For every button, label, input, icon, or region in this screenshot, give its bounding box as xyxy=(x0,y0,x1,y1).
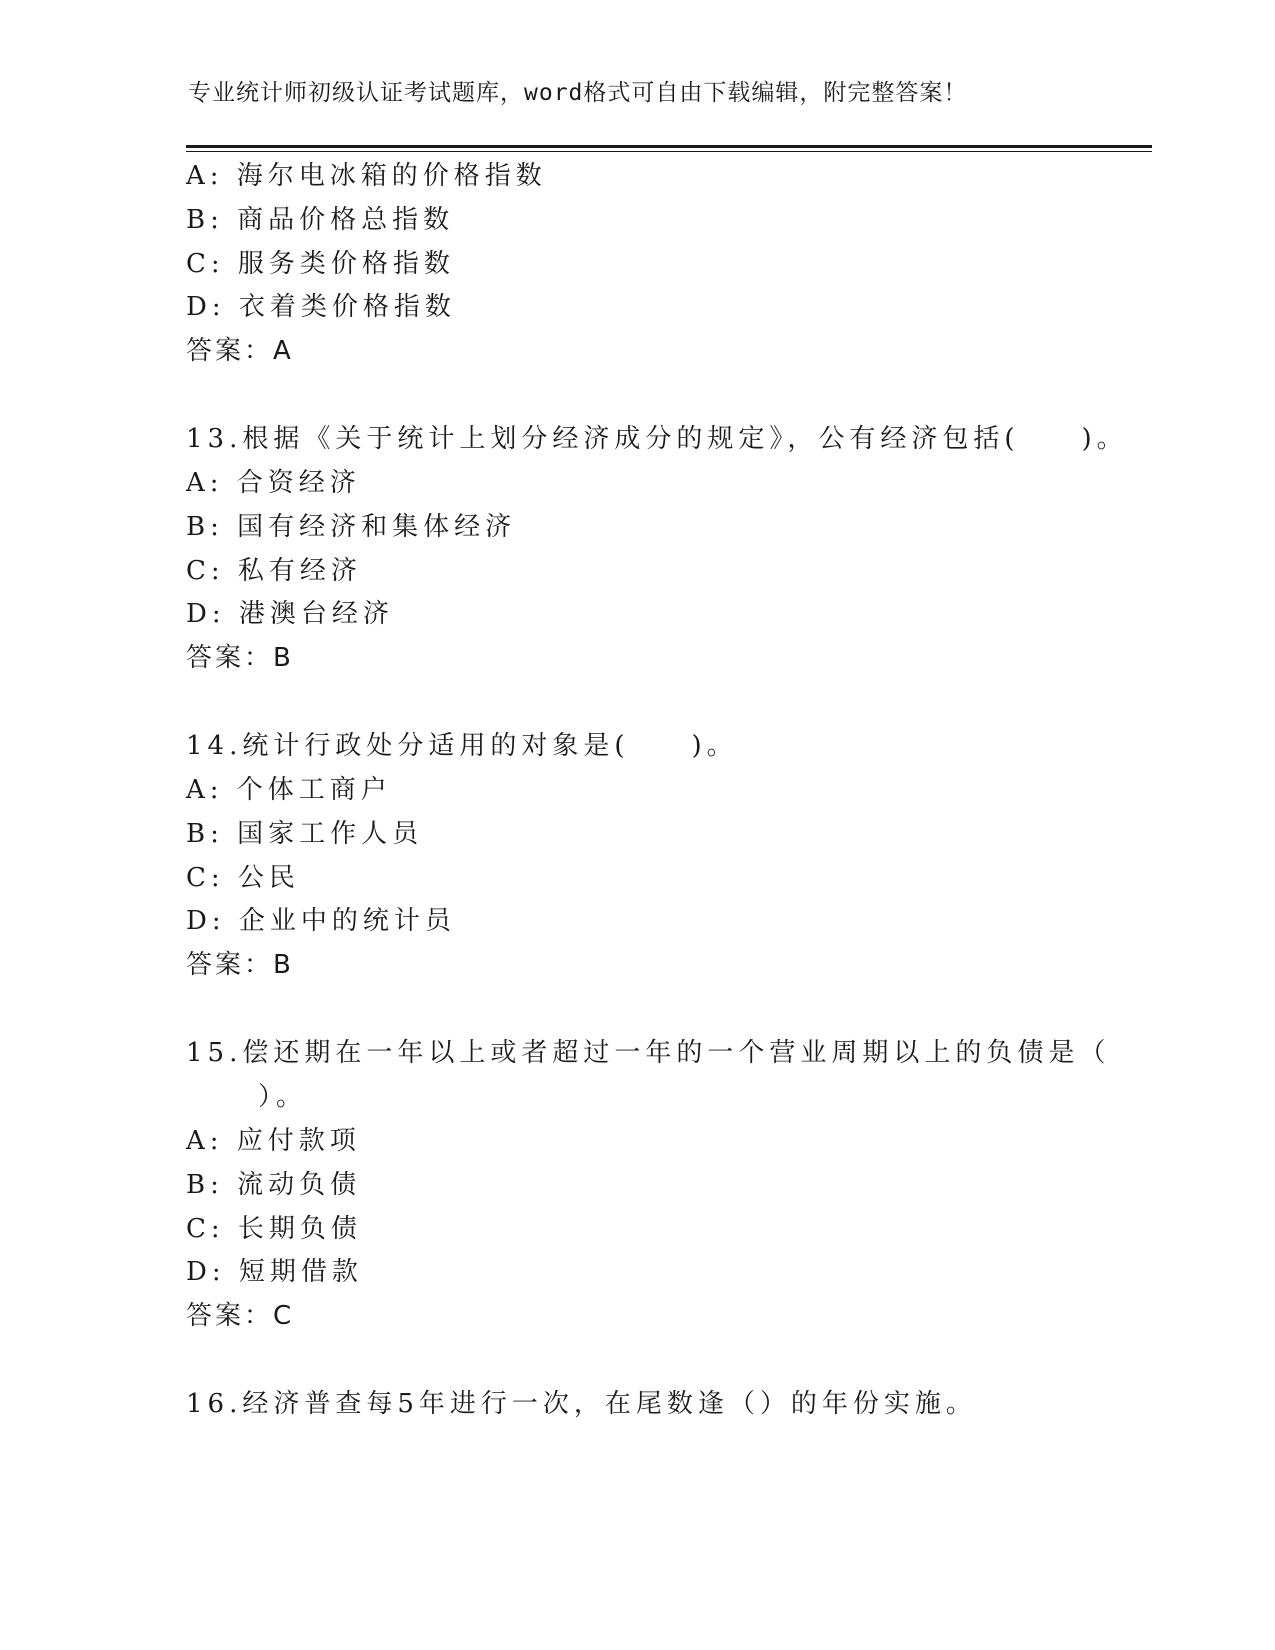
q15-option-a: A: 应付款项 xyxy=(186,1126,361,1156)
q15-question-line1: 15.偿还期在一年以上或者超过一年的一个营业周期以上的负债是（ xyxy=(186,1038,1111,1068)
q12-option-d: D: 衣着类价格指数 xyxy=(186,292,456,322)
q13-option-d: D: 港澳台经济 xyxy=(186,599,394,629)
q15-option-b: B: 流动负债 xyxy=(186,1170,362,1200)
q15-option-c: C: 长期负债 xyxy=(186,1214,362,1244)
q12-answer: 答案：A xyxy=(186,336,294,366)
q14-option-d: D: 企业中的统计员 xyxy=(186,906,456,936)
q15-option-d: D: 短期借款 xyxy=(186,1257,363,1287)
q12-option-b: B: 商品价格总指数 xyxy=(186,205,455,235)
q16-question: 16.经济普查每5年进行一次，在尾数逢（）的年份实施。 xyxy=(186,1389,977,1419)
q14-question: 14.统计行政处分适用的对象是( )。 xyxy=(186,731,738,761)
q14-answer: 答案：B xyxy=(186,950,294,980)
header-divider-thin xyxy=(186,151,1152,152)
q14-option-c: C: 公民 xyxy=(186,863,300,893)
q13-option-c: C: 私有经济 xyxy=(186,556,362,586)
q12-option-c: C: 服务类价格指数 xyxy=(186,249,455,279)
q13-option-b: B: 国有经济和集体经济 xyxy=(186,512,517,542)
q12-option-a: A: 海尔电冰箱的价格指数 xyxy=(186,161,547,191)
q13-option-a: A: 合资经济 xyxy=(186,468,361,498)
q14-option-b: B: 国家工作人员 xyxy=(186,819,424,849)
page-header: 专业统计师初级认证考试题库，word格式可自由下载编辑，附完整答案！ xyxy=(188,80,968,106)
q13-answer: 答案：B xyxy=(186,643,294,673)
q15-question-line2: ）。 xyxy=(258,1082,308,1112)
q13-question: 13.根据《关于统计上划分经济成分的规定》，公有经济包括( )。 xyxy=(186,424,1128,454)
q15-answer: 答案：C xyxy=(186,1301,295,1331)
header-divider-thick xyxy=(186,145,1152,148)
q14-option-a: A: 个体工商户 xyxy=(186,775,392,805)
